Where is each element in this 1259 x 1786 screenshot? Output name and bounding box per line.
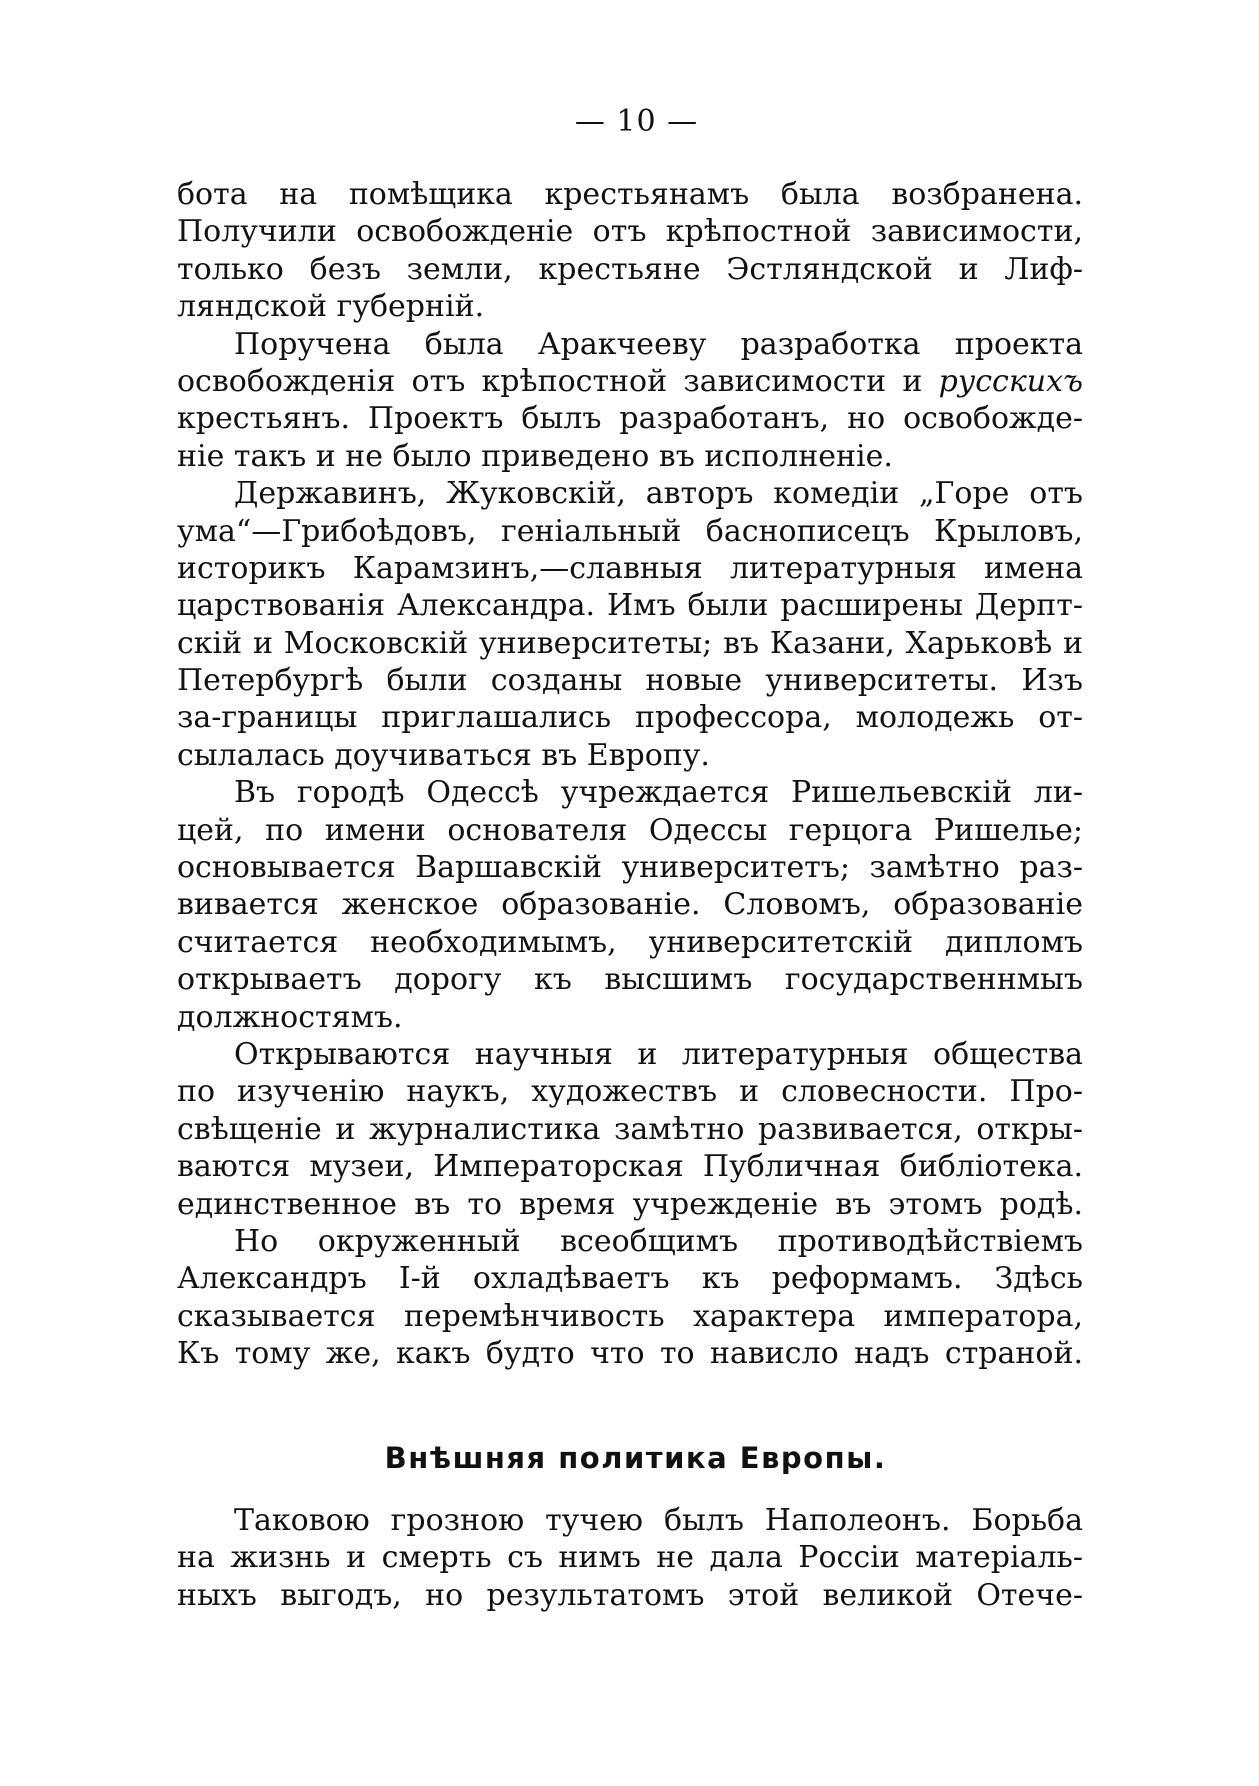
text-line: на жизнь и смерть съ нимъ не дала Россіи матеріаль- (177, 1540, 1083, 1576)
text-line: сылалась доучиваться въ Европу. (177, 737, 710, 773)
text-line: скій и Московскій университеты; въ Казани, Харьковѣ и (177, 625, 1083, 661)
text-line: за-границы приглашались профессора, молодежь от- (177, 700, 1083, 736)
text-line: должностямъ. (177, 999, 403, 1035)
text-line: Къ тому же, какъ будто что то нависло надъ страной. (177, 1336, 1083, 1372)
text-line: Въ городѣ Одессѣ учреждается Ришельевскій ли- (234, 775, 1083, 811)
text-line: ума“—Грибоѣдовъ, геніальный баснописецъ Крыловъ, (177, 513, 1083, 549)
text-line: бота на помѣщика крестьянамъ была возбранена. (177, 177, 1083, 212)
text-line: Таковою грозною тучею былъ Наполеонъ. Борьба (234, 1503, 1083, 1538)
text-line: сказывается перемѣнчивость характера императора, (177, 1298, 1083, 1334)
text-line: Но окруженный всеобщимъ противодѣйствіемъ (234, 1223, 1083, 1259)
text-line: свѣщеніе и журналистика замѣтно развивается, откры- (177, 1111, 1083, 1147)
text-line: открываетъ дорогу къ высшимъ государственнмыъ (177, 962, 1083, 998)
text-line: крестьянъ. Проектъ былъ разработанъ, но освобожде- (177, 401, 1083, 437)
text-line: вивается женское образованіе. Словомъ, образованіе (177, 887, 1083, 923)
body-text-continued (177, 1502, 1083, 1614)
text-line-part: освобожденія отъ крѣпостной зависимости и (177, 363, 939, 399)
text-line: историкъ Карамзинъ,—славныя литературныя имена (177, 550, 1083, 586)
text-line: Петербургѣ были созданы новые университеты. Изъ (177, 663, 1083, 699)
text-line: основывается Варшавскій университетъ; замѣтно раз- (177, 850, 1083, 886)
text-line: только безъ земли, крестьяне Эстляндской и Лиф- (177, 251, 1083, 287)
text-line: Державинъ, Жуковскій, авторъ комедіи „Горе отъ (234, 476, 1083, 512)
text-line: единственное въ то время учрежденіе въ этомъ родѣ. (177, 1186, 1083, 1222)
text-line: Поручена была Аракчееву разработка проекта (234, 326, 1083, 362)
italic-word: русскихъ (938, 363, 1083, 399)
text-line: царствованія Александра. Имъ были расширены Дерпт- (177, 588, 1083, 624)
page-number: — 10 — (574, 104, 699, 139)
text-line: Александръ І-й охладѣваетъ къ реформамъ. Здѣсь (177, 1261, 1083, 1297)
text-line: по изученію наукъ, художествъ и словесности. Про- (177, 1074, 1083, 1110)
text-line (177, 363, 1083, 400)
text-line: Открываются научныя и литературныя общества (234, 1036, 1083, 1072)
text-line: ваются музеи, Императорская Публичная библіотека. (177, 1149, 1083, 1185)
text-line: ныхъ выгодъ, но результатомъ этой великой Отече- (177, 1577, 1083, 1613)
text-line: ляндской губерній. (177, 289, 485, 325)
text-line: считается необходимымъ, университетскій дипломъ (177, 924, 1083, 960)
text-line: Получили освобожденіе отъ крѣпостной зависимости, (177, 214, 1083, 250)
body-text (177, 176, 1083, 1373)
section-heading: Внѣшняя политика Европы. (384, 1441, 887, 1475)
text-line: ніе такъ и не было приведено въ исполненіе. (177, 438, 893, 474)
text-line: цей, по имени основателя Одессы герцога Ришелье; (177, 812, 1083, 848)
